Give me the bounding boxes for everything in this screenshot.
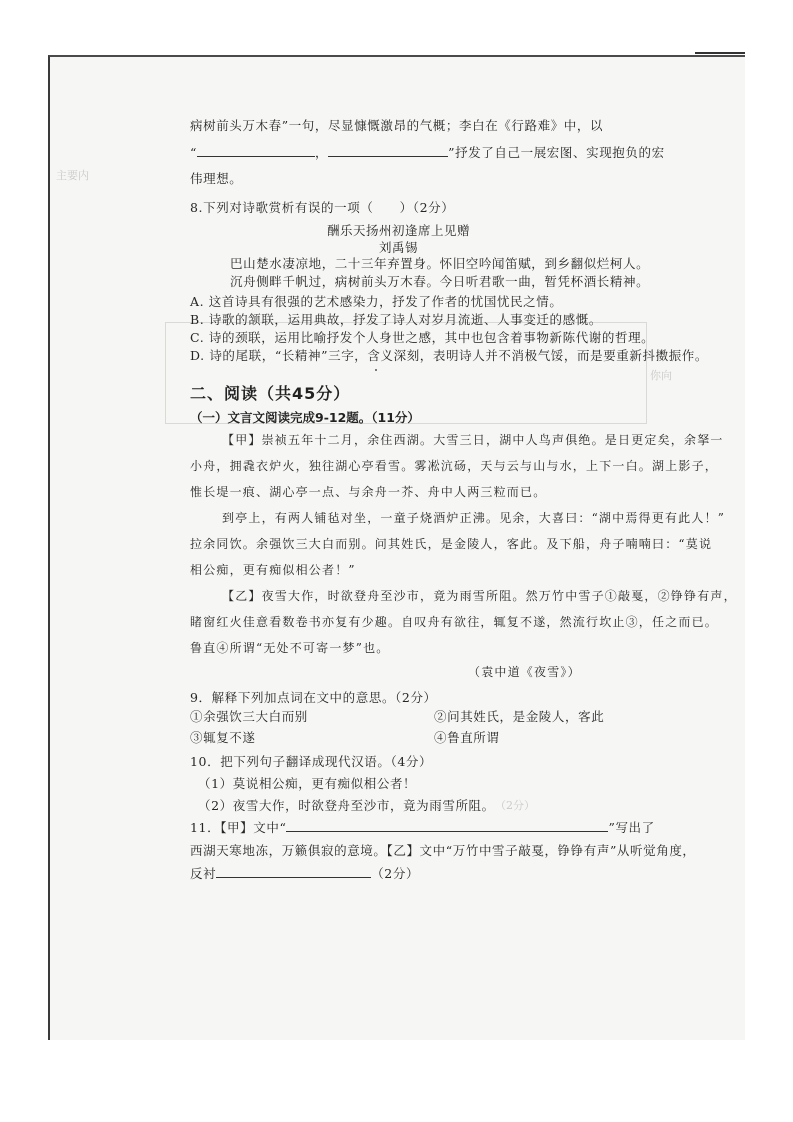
bleed-through-text: 主要内 <box>56 169 89 182</box>
scan-edge-mark <box>695 52 745 54</box>
option-a: A. 这首诗具有很强的艺术感染力，抒发了作者的忧国忧民之情。 <box>190 294 563 309</box>
question-11-line <box>190 866 419 882</box>
paragraph-line: 病树前头万木春”一句，尽显慷慨激昂的气概；李白在《行路难》中，以 <box>190 118 604 133</box>
fill-blank[interactable] <box>197 145 315 157</box>
poem-line: 巴山楚水凄凉地，二十三年弃置身。怀旧空吟闻笛赋，到乡翻似烂柯人。 <box>230 256 650 271</box>
passage-yi-line: 【乙】夜雪大作，时欲登舟至沙市，竟为雨雪所阻。然万竹中雪子①敲戛，②铮铮有声， <box>222 589 737 603</box>
question-9-item: ④鲁直所谓 <box>434 730 500 745</box>
question-10-item: （1）莫说相公痴，更有痴似相公者！ <box>198 776 417 791</box>
question-11-score: （2分） <box>371 866 420 881</box>
line-tail: ”抒发了自己一展宏图、实现抱负的宏 <box>448 145 665 160</box>
paragraph-line-with-blanks <box>190 145 665 161</box>
scan-speck <box>375 369 377 371</box>
bleed-through-text: 你向 <box>650 369 672 382</box>
question-11-head: 反衬 <box>190 866 217 881</box>
passage-jia-line: 【甲】崇祯五年十二月，余住西湖。大雪三日，湖中人鸟声俱绝。是日更定矣，余拏一 <box>222 433 724 447</box>
question-9-item: ③辄复不遂 <box>190 730 256 745</box>
bleed-through-text: （2分） <box>495 799 535 812</box>
paragraph-line: 伟理想。 <box>190 171 243 186</box>
question-11-tail: ”写出了 <box>608 820 655 835</box>
question-9-item: ②问其姓氏，是金陵人，客此 <box>434 709 605 724</box>
scanned-exam-page <box>48 55 745 1040</box>
passage-jia-line: 小舟，拥毳衣炉火，独往湖心亭看雪。雾凇沆砀，天与云与山与水，上下一白。湖上影子， <box>190 459 719 473</box>
question-11-line: 西湖天寒地冻，万籁俱寂的意境。【乙】文中“万竹中雪子敲戛，铮铮有声”从听觉角度， <box>190 843 696 858</box>
subsection-heading: （一）文言文阅读完成9-12题。（11分） <box>190 410 420 425</box>
question-11-head: 11．【甲】文中“ <box>190 820 287 835</box>
passage-jia-line: 拉余同饮。余强饮三大白而别。问其姓氏，是金陵人，客此。及下船，舟子喃喃曰：“莫说 <box>190 537 713 551</box>
option-b: B. 诗歌的颔联，运用典故，抒发了诗人对岁月流逝、人事变迁的感慨。 <box>190 312 602 327</box>
fill-blank[interactable] <box>216 866 371 878</box>
open-quote: “ <box>190 145 197 160</box>
question-9-stem: 9．解释下列加点词在文中的意思。（2分） <box>190 690 437 705</box>
poem-title: 酬乐天扬州初逢席上见赠 <box>326 223 470 238</box>
section-heading: 二、阅读（共45分） <box>190 384 351 403</box>
fill-blank[interactable] <box>328 145 448 157</box>
passage-jia-line: 到亭上，有两人铺毡对坐，一童子烧酒炉正沸。见余，大喜曰：“湖中焉得更有此人！” <box>222 511 726 525</box>
question-8-stem: 8.下列对诗歌赏析有误的一项（ ）（2分） <box>190 200 455 215</box>
question-11-line <box>190 820 655 836</box>
poem-author: 刘禹锡 <box>378 240 418 255</box>
option-c: C. 诗的颈联，运用比喻抒发个人身世之感，其中也包含着事物新陈代谢的哲理。 <box>190 330 655 345</box>
fill-blank[interactable] <box>286 820 608 832</box>
poem-line: 沉舟侧畔千帆过，病树前头万木春。今日听君歌一曲，暂凭杯酒长精神。 <box>230 274 650 289</box>
passage-yi-line: 睹窗红火佳意看数卷书亦复有少趣。自叹舟有欲往，辄复不遂，然流行坎止③，任之而已。 <box>190 615 719 629</box>
passage-jia-line: 惟长堤一痕、湖心亭一点、与余舟一芥、舟中人两三粒而已。 <box>190 485 547 499</box>
question-10-stem: 10．把下列句子翻译成现代汉语。（4分） <box>190 754 433 769</box>
passage-jia-line: 相公痴，更有痴似相公者！” <box>190 563 356 577</box>
passage-source: （袁中道《夜雪》） <box>468 665 581 679</box>
question-10-item: （2）夜雪大作，时欲登舟至沙市，竟为雨雪所阻。 <box>198 798 495 813</box>
passage-yi-line: 鲁直④所谓“无处不可寄一梦”也。 <box>190 641 390 655</box>
question-9-item: ①余强饮三大白而别 <box>190 709 308 724</box>
option-d: D. 诗的尾联，“长精神”三字，含义深刻，表明诗人并不消极气馁，而是要重新抖擞振作。 <box>190 348 709 363</box>
separator: ， <box>315 145 329 160</box>
